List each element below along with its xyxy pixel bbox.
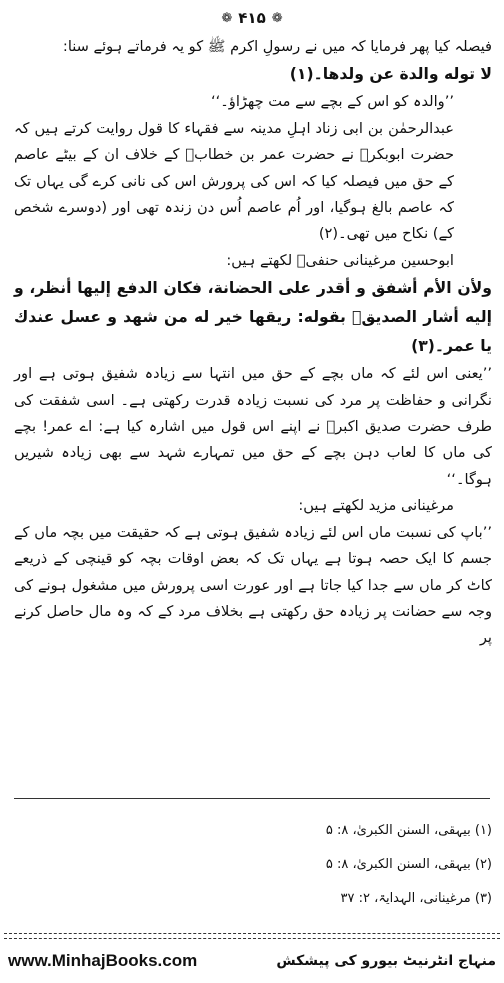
footnote-marker: (۲) — [474, 857, 492, 872]
page-footer — [8, 946, 496, 976]
main-text — [14, 34, 492, 652]
footnote — [22, 848, 492, 882]
quote-translation: ’’باپ کی نسبت ماں اس لئے زیادہ شفیق ہوتی ہے کہ حقیقت میں بچہ ماں کے جسم کا ایک حصہ ہوتا ہے یہاں تک کہ بعض اوقات بچہ کو قینچی کے ذریعے کاٹ کر ماں سے جدا کیا جاتا ہے اور عورت اسی پرورش میں مشغول ہونے کی وجہ سے حضانت پر زیادہ حق رکھتی ہے بخلاف مرد کے کہ وہ مال حاصل کرنے پر — [14, 523, 492, 647]
left-ornament-icon: ❁ — [221, 10, 233, 26]
hadith-translation: ’’والدہ کو اس کے بچے سے مت چھڑاؤ۔‘‘ — [210, 93, 454, 111]
page-number: ۴۱۵ — [238, 9, 266, 27]
footnote-text: مرغینانی، الہدایۃ، ۲: ۳۷ — [340, 891, 471, 906]
paragraph: فیصلہ کیا پھر فرمایا کہ میں نے رسولِ اکرم ﷺ کو یہ فرماتے ہوئے سنا: — [62, 38, 492, 55]
quote-intro: ابوحسین مرغینانی حنفیؒ لکھتے ہیں: — [226, 251, 454, 269]
arabic-quote: ولأن الأم أشفق و أقدر على الحضانة، فكان الدفع إليها أنظر، و إليه أشار الصديقؓ بقوله: ريقها خير له من شهد و عسل عندك يا عمر۔(۳) — [14, 279, 492, 356]
footnotes — [22, 814, 492, 916]
footnote — [22, 814, 492, 848]
website-link[interactable]: www.MinhajBooks.com — [8, 951, 198, 970]
paragraph: عبدالرحمٰن بن ابی زناد اہلِ مدینہ سے فقہاء کا قول روایت کرتے ہیں کہ حضرت ابوبکرؓ نے حضرت عمر بن خطابؓ کے خلاف ان کے بیٹے عاصم کے حق میں فیصلہ کیا کہ اس کی پرورش اس کی نانی کرے گی یہاں تک کہ عاصم بالغ ہوگیا، اور اُم عاصم اُس دن زندہ تھی اور (دوسرے شخص کے) نکاح میں تھی۔(۲) — [14, 119, 454, 243]
page-header — [0, 4, 504, 32]
footnote-divider — [14, 798, 490, 799]
footnote-marker: (۱) — [474, 823, 492, 838]
footer-divider — [4, 933, 500, 939]
footnote-text: بیہقی، السنن الکبریٰ، ۸: ۵ — [325, 857, 471, 872]
footnote-text: بیہقی، السنن الکبریٰ، ۸: ۵ — [325, 823, 471, 838]
publisher-credit: منہاج انٹرنیٹ بیورو کی پیشکش — [276, 953, 496, 969]
footnote-marker: (۳) — [474, 891, 492, 906]
right-ornament-icon: ❁ — [271, 10, 283, 26]
hadith-arabic: لا توله والدة عن ولدها۔(۱) — [289, 65, 492, 84]
quote-translation: ’’یعنی اس لئے کہ ماں بچے کے حق میں انتہا سے زیادہ شفیق ہوتی ہے اور نگرانی و حفاظت پر مرد کی نسبت زیادہ قدرت رکھتی ہے۔ اسی شفقت کی طرف حضرت صدیق اکبرؓ نے اپنے اس قول میں اشارہ کیا ہے: اے عمر! بچے کی ماں کا لعاب دہن بچے کے حق میں تمہارے شہد سے بھی زیادہ شیریں ہوگا۔‘‘ — [14, 365, 492, 488]
quote-intro: مرغینانی مزید لکھتے ہیں: — [298, 497, 454, 515]
footnote — [22, 882, 492, 916]
